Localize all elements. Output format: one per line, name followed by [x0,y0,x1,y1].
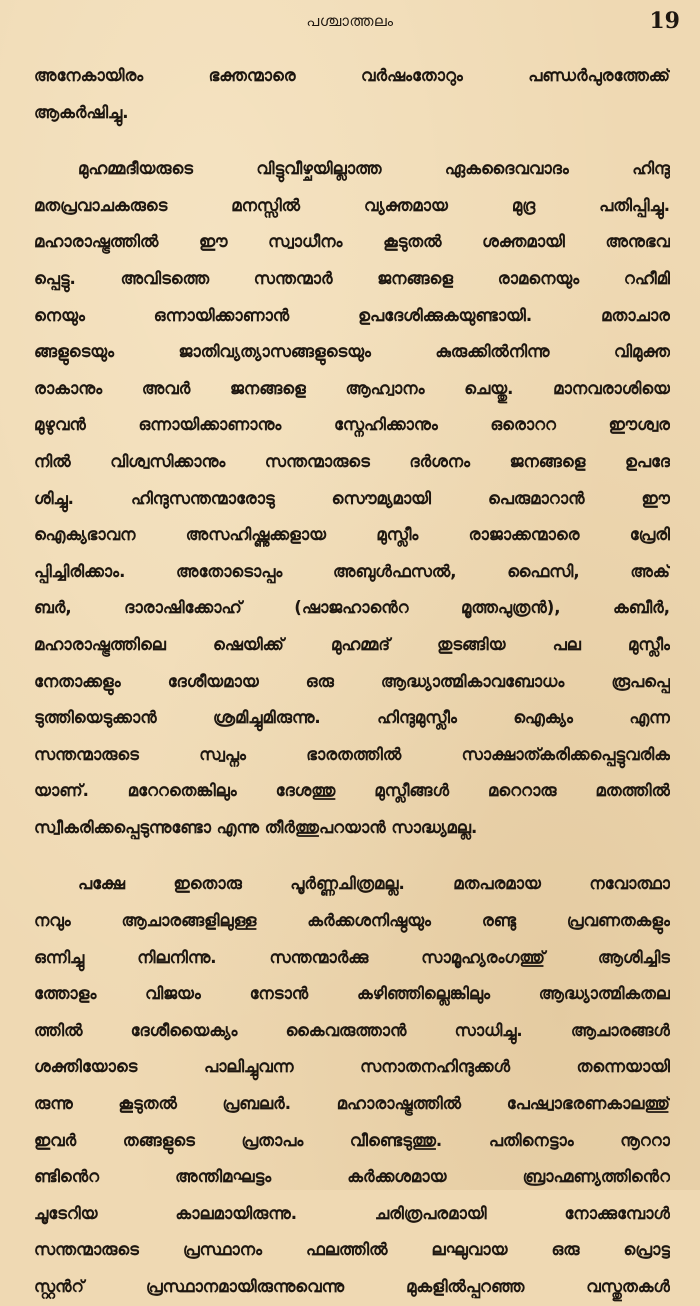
text-line: മഹാരാഷ്ട്രത്തിൽ ഈ സ്വാധീനം കൂടുതൽ ശക്തമായി അനുഭവ [34,232,670,252]
text-line: ത്തോളം വിജയം നേടാൻ കഴിഞ്ഞില്ലെങ്കിലും ആദ്ധ്യാത്മികതല [34,984,670,1004]
text-line: മുഹമ്മദീയരുടെ വിട്ടുവീഴ്ചയില്ലാത്ത ഏകദൈവവാദം ഹിന്ദു [78,159,670,179]
paragraph-1 [34,58,670,131]
text-line: നേതാക്കളും ദേശീയമായ ഒരു ആദ്ധ്യാത്മികാവബോധം രൂപപ്പെ [34,671,670,691]
text-line: ബർ, ദാരാഷിക്കോഹ് (ഷാജഹാൻെറ മൂത്തപുത്രൻ), കബീർ, [34,598,670,618]
text-line: പ്പെട്ടു. അവിടത്തെ സന്തന്മാർ ജനങ്ങളെ രാമനെയും റഹീമി [34,268,670,288]
text-line: ങ്ങളുടെയും ജാതിവ്യത്യാസങ്ങളുടെയും കുരുക്കിൽനിന്നു വിമുക്ത [34,342,670,362]
text-line: ടുത്തിയെടുക്കാൻ ശ്രമിച്ചുമിരുന്നു. ഹിന്ദുമുസ്ലീം ഐക്യം എന്ന [34,708,670,728]
text-line: സന്തന്മാരുടെ സ്വപ്നം ഭാരതത്തിൽ സാക്ഷാത്കരിക്കപ്പെട്ടുവരിക [34,744,670,764]
paragraph-3 [34,866,670,1305]
running-header [0,8,700,36]
body-text [34,58,670,1306]
paragraph-2 [34,151,670,846]
running-title: പശ്ചാത്തലം [306,12,394,30]
text-line: ണ്ടിൻെറ അന്തിമഘട്ടം കർക്കശമായ ബ്രാഹ്മണ്യത്തിൻെറ [34,1167,670,1187]
text-line: സ്റ്റൻറ് പ്രസ്ഥാനമായിരുന്നുവെന്നു മുകളിൽപ്പറഞ്ഞ വസ്തുതകൾ [34,1277,670,1296]
text-line: മഹാരാഷ്ട്രത്തിലെ ഷെയിക്ക് മുഹമ്മദ് തുടങ്ങിയ പല മുസ്ലീം [34,634,670,654]
text-line: ഐക്യഭാവന അസഹിഷ്ണുക്കളായ മുസ്ലീം രാജാക്കന്മാരെ പ്രേരി [34,525,670,545]
text-line: സന്തന്മാരുടെ പ്രസ്ഥാനം ഫലത്തിൽ ലഘുവായ ഒരു പ്രൊട്ട [34,1240,670,1260]
paragraph-spacer [34,846,670,866]
text-line: ആകർഷിച്ചു. [34,102,129,122]
text-line: നവും ആചാരങ്ങളിലുള്ള കർക്കശനിഷ്ഠയും രണ്ടു പ്രവണതകളും [34,911,670,931]
text-line: രാകാനും അവർ ജനങ്ങളെ ആഹ്വാനം ചെയ്തു. മാനവരാശിയെ [34,378,670,398]
text-line: ഒന്നിച്ചു നിലനിന്നു. സന്തന്മാർക്കു സാമൂഹ്യരംഗത്തു് ആശിച്ചിട [34,947,670,967]
text-line: ശക്തിയോടെ പാലിച്ചുവന്ന സനാതനഹിന്ദുക്കൾ തന്നെയായി [34,1057,670,1077]
text-line: ശിച്ചു. ഹിന്ദുസന്തന്മാരോടു സൌമ്യമായി പെരുമാറാൻ ഈ [34,488,670,508]
paragraph-spacer [34,131,670,151]
text-line: യാണ്. മറേറതെങ്കിലും ദേശത്തു മുസ്ലീങ്ങൾ മറെറാരു മതത്തിൽ [34,781,670,801]
text-line: ത്തിൽ ദേശീയൈക്യം കൈവരുത്താൻ സാധിച്ചു. ആചാരങ്ങൾ [34,1020,670,1040]
text-line: രുന്നു കൂടുതൽ പ്രബലർ. മഹാരാഷ്ട്രത്തിൽ പേഷ്വാഭരണകാലത്തു് [34,1094,670,1114]
text-line: ചൂടേറിയ കാലമായിരുന്നു. ചരിത്രപരമായി നോക്കുമ്പോൾ [34,1203,670,1223]
text-line: മുഴുവൻ ഒന്നായിക്കാണാനും സ്നേഹിക്കാനും ഒരൊററ ഈശ്വര [34,415,670,435]
text-line: ഇവർ തങ്ങളുടെ പ്രതാപം വീണ്ടെടുത്തു. പതിനെട്ടാം നൂററാ [34,1130,670,1150]
text-line: നെയും ഒന്നായിക്കാണാൻ ഉപദേശിക്കുകയുണ്ടായി. മതാചാര [34,305,670,325]
text-line: സ്വീകരിക്കപ്പെടുന്നുണ്ടോ എന്നു തീർത്തുപറയാൻ സാദ്ധ്യമല്ല. [34,817,478,837]
text-line: മതപ്രവാചകരുടെ മനസ്സിൽ വ്യക്തമായ മുദ്ര പതിപ്പിച്ചു. [34,195,670,215]
text-line: അനേകായിരം ഭക്തന്മാരെ വർഷംതോറും പണ്ഡർപുരത്തേക്ക് [34,66,670,85]
page-number: 19 [649,8,680,34]
text-line: നിൽ വിശ്വസിക്കാനും സന്തന്മാരുടെ ദർശനം ജനങ്ങളെ ഉപദേ [34,451,670,471]
text-line: പക്ഷേ ഇതൊരു പൂർണ്ണചിത്രമല്ല. മതപരമായ നവോത്ഥാ [78,874,670,894]
text-line: പ്പിച്ചിരിക്കാം. അതോടൊപ്പം അബുൾഫസൽ, ഫൈസി, അക് [34,561,670,581]
